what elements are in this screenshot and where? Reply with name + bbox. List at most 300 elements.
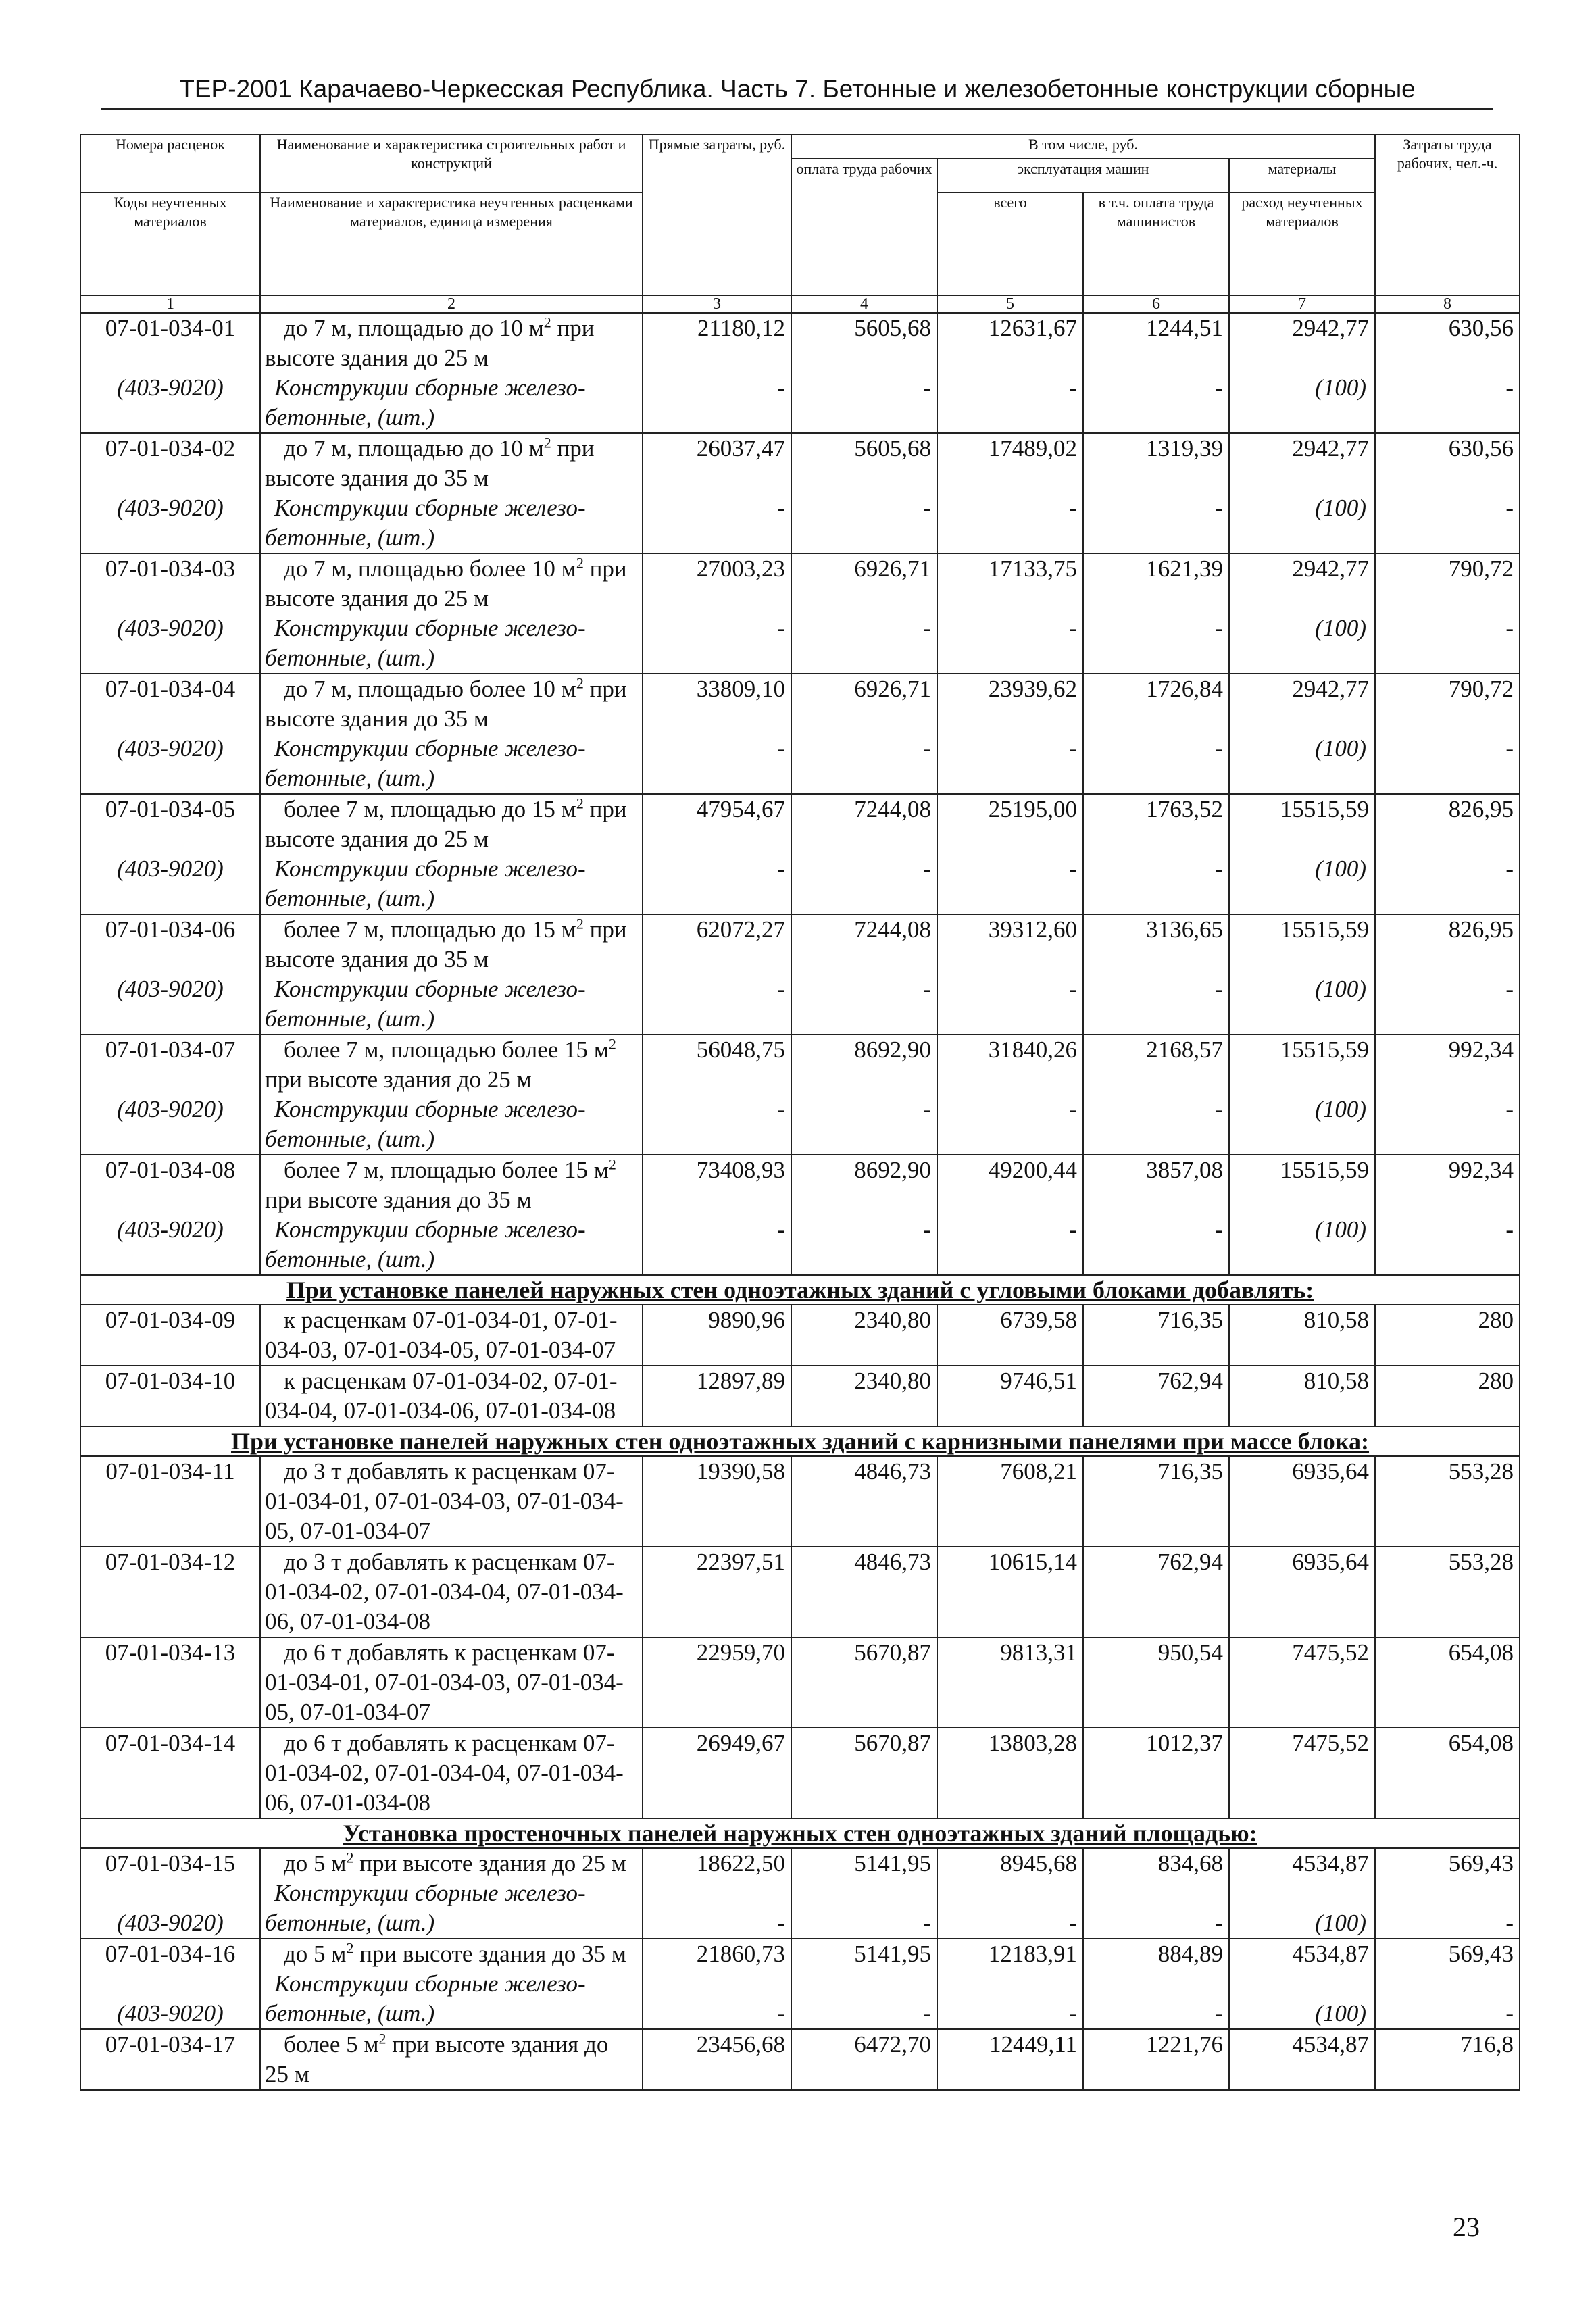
rate-code-cell — [80, 674, 260, 794]
material-direct-costs: - — [777, 2000, 785, 2026]
material-cost-cell — [1229, 1305, 1375, 1366]
material-machines-total: - — [1069, 976, 1077, 1002]
material-direct-costs: - — [777, 495, 785, 521]
column-number: 8 — [1375, 295, 1520, 313]
direct-costs: 21860,73 — [696, 1941, 785, 1967]
machinist-pay-cell — [1083, 1366, 1229, 1426]
header-labor-pay: оплата труда рабочих — [791, 159, 937, 295]
machines-total: 9813,31 — [1000, 1639, 1077, 1666]
work-name: до 6 т добавлять к расценкам 07-01-034-02, 07-01-034-04, 07-01-034-06, 07-01-034-08 — [265, 1730, 624, 1816]
material-name: Конструкции сборные железо-бетонные, (шт.) — [265, 374, 586, 430]
machines-total: 39312,60 — [988, 916, 1077, 943]
rate-code: 07-01-034-08 — [105, 1157, 236, 1183]
rate-code-cell — [80, 1547, 260, 1637]
labor-hours: 654,08 — [1448, 1730, 1514, 1756]
work-name: более 5 $м^2$ при высоте здания до 25 м — [265, 2030, 609, 2087]
machines-total: 49200,44 — [988, 1157, 1077, 1183]
machines-total-cell — [937, 1305, 1083, 1366]
material-machines-total: - — [1069, 1910, 1077, 1936]
machinist-pay-cell — [1083, 674, 1229, 794]
rate-code-cell — [80, 1366, 260, 1426]
table-row — [80, 1637, 1520, 1728]
machines-total-cell — [937, 1456, 1083, 1547]
material-machines-total: - — [1069, 495, 1077, 521]
material-machinist-pay: - — [1215, 374, 1223, 401]
rate-code-cell — [80, 1155, 260, 1275]
material-cost: 7475,52 — [1292, 1730, 1370, 1756]
material-labor-pay: - — [923, 855, 931, 882]
machinist-pay: 1244,51 — [1146, 315, 1223, 341]
column-number: 4 — [791, 295, 937, 313]
direct-costs-cell — [643, 674, 791, 794]
direct-costs-cell — [643, 1366, 791, 1426]
rate-code: 07-01-034-14 — [105, 1730, 236, 1756]
material-cost-cell — [1229, 1728, 1375, 1818]
material-labor-pay: - — [923, 495, 931, 521]
material-material-cost: (100) — [1315, 1216, 1367, 1243]
work-name-cell — [260, 1728, 643, 1818]
labor-pay: 5670,87 — [854, 1639, 931, 1666]
rate-code-cell — [80, 1305, 260, 1366]
machinist-pay-cell — [1083, 1035, 1229, 1155]
header-material-name: Наименование и характеристика неучтенных расценками материалов, единица измерения — [260, 193, 643, 295]
material-name: Конструкции сборные железо-бетонные, (шт.) — [265, 495, 586, 551]
section-heading — [80, 1275, 1520, 1305]
machines-total-cell — [937, 1155, 1083, 1275]
labor-pay: 5141,95 — [854, 1850, 931, 1876]
section-heading-text: Установка простеночных панелей наружных стен одноэтажных зданий площадью: — [343, 1820, 1257, 1847]
material-material-cost: (100) — [1315, 1096, 1367, 1122]
machinist-pay-cell — [1083, 1728, 1229, 1818]
section-heading-text: При установке панелей наружных стен одноэтажных зданий с карнизными панелями при массе блока: — [231, 1428, 1369, 1455]
material-code: (403-9020) — [117, 495, 224, 521]
direct-costs: 27003,23 — [696, 555, 785, 582]
table-row — [80, 553, 1520, 674]
work-name-cell — [260, 1456, 643, 1547]
material-cost: 15515,59 — [1280, 1037, 1370, 1063]
material-material-cost: (100) — [1315, 374, 1367, 401]
labor-hours: 992,34 — [1448, 1157, 1514, 1183]
table-row — [80, 1728, 1520, 1818]
labor-pay-cell — [791, 433, 937, 553]
labor-hours: 826,95 — [1448, 916, 1514, 943]
section-row — [80, 1818, 1520, 1848]
material-labor-hours: - — [1505, 1216, 1514, 1243]
labor-hours: 790,72 — [1448, 555, 1514, 582]
labor-hours-cell — [1375, 1547, 1520, 1637]
labor-pay: 5141,95 — [854, 1941, 931, 1967]
material-name: Конструкции сборные железо-бетонные, (шт.) — [265, 1970, 586, 2026]
machines-total-cell — [937, 794, 1083, 914]
work-name-cell — [260, 794, 643, 914]
labor-hours: 630,56 — [1448, 315, 1514, 341]
section-row — [80, 1275, 1520, 1305]
labor-pay-cell — [791, 1939, 937, 2029]
labor-hours-cell — [1375, 674, 1520, 794]
machinist-pay: 950,54 — [1157, 1639, 1223, 1666]
material-cost-cell — [1229, 2029, 1375, 2090]
work-name-cell — [260, 1155, 643, 1275]
work-name: более 7 м, площадью до 15 $м^2$ при высоте здания до 35 м — [265, 915, 627, 972]
rate-code-cell — [80, 794, 260, 914]
material-name: Конструкции сборные железо-бетонные, (шт.) — [265, 1096, 586, 1152]
material-labor-pay: - — [923, 1910, 931, 1936]
work-name-cell — [260, 1848, 643, 1939]
material-machinist-pay: - — [1215, 855, 1223, 882]
material-cost: 2942,77 — [1292, 555, 1370, 582]
work-name-cell — [260, 1547, 643, 1637]
direct-costs: 47954,67 — [696, 796, 785, 822]
machines-total-cell — [937, 1848, 1083, 1939]
labor-pay-cell — [791, 553, 937, 674]
direct-costs-cell — [643, 433, 791, 553]
page-number: 23 — [1453, 2212, 1480, 2242]
table-header — [80, 134, 1520, 295]
work-name-cell — [260, 313, 643, 433]
machinist-pay-cell — [1083, 1547, 1229, 1637]
machinist-pay: 1763,52 — [1146, 796, 1223, 822]
machines-total: 17489,02 — [988, 435, 1077, 462]
labor-hours: 569,43 — [1448, 1941, 1514, 1967]
rate-code-cell — [80, 1728, 260, 1818]
machinist-pay: 3136,65 — [1146, 916, 1223, 943]
header-labor-hours: Затраты труда рабочих, чел.-ч. — [1375, 134, 1520, 295]
material-cost-cell — [1229, 1547, 1375, 1637]
column-number: 2 — [260, 295, 643, 313]
labor-pay-cell — [791, 1305, 937, 1366]
machines-total-cell — [937, 313, 1083, 433]
material-machines-total: - — [1069, 615, 1077, 641]
table-row — [80, 1366, 1520, 1426]
labor-pay-cell — [791, 674, 937, 794]
labor-hours-cell — [1375, 1728, 1520, 1818]
material-direct-costs: - — [777, 1216, 785, 1243]
machinist-pay-cell — [1083, 1848, 1229, 1939]
work-name: до 7 м, площадью до 10 $м^2$ при высоте здания до 35 м — [265, 434, 595, 491]
work-name: до 7 м, площадью более 10 $м^2$ при высоте здания до 25 м — [265, 554, 627, 612]
direct-costs-cell — [643, 1848, 791, 1939]
material-cost-cell — [1229, 313, 1375, 433]
column-number: 6 — [1083, 295, 1229, 313]
labor-hours: 569,43 — [1448, 1850, 1514, 1876]
labor-pay: 7244,08 — [854, 916, 931, 943]
labor-hours: 716,8 — [1460, 2031, 1514, 2058]
table-row — [80, 674, 1520, 794]
table-row — [80, 1456, 1520, 1547]
rate-code: 07-01-034-15 — [105, 1850, 236, 1876]
direct-costs: 18622,50 — [696, 1850, 785, 1876]
material-cost-cell — [1229, 794, 1375, 914]
material-cost: 2942,77 — [1292, 435, 1370, 462]
direct-costs: 26949,67 — [696, 1730, 785, 1756]
direct-costs: 22397,51 — [696, 1549, 785, 1575]
material-cost-cell — [1229, 1155, 1375, 1275]
machinist-pay: 1012,37 — [1146, 1730, 1223, 1756]
material-code: (403-9020) — [117, 855, 224, 882]
work-name-cell — [260, 1305, 643, 1366]
labor-hours: 280 — [1478, 1368, 1514, 1394]
header-materials: материалы — [1229, 159, 1375, 193]
direct-costs: 21180,12 — [697, 315, 785, 341]
material-cost-cell — [1229, 1939, 1375, 2029]
labor-pay: 7244,08 — [854, 796, 931, 822]
section-heading-text: При установке панелей наружных стен одноэтажных зданий с угловыми блоками добавлять: — [286, 1276, 1314, 1303]
labor-pay-cell — [791, 1547, 937, 1637]
machines-total-cell — [937, 1366, 1083, 1426]
labor-hours: 654,08 — [1448, 1639, 1514, 1666]
table-row — [80, 1035, 1520, 1155]
machinist-pay: 1221,76 — [1146, 2031, 1223, 2058]
work-name: до 5 $м^2$ при высоте здания до 25 м — [284, 1849, 626, 1876]
machines-total: 23939,62 — [988, 676, 1077, 702]
direct-costs: 73408,93 — [696, 1157, 785, 1183]
machinist-pay-cell — [1083, 914, 1229, 1035]
material-cost-cell — [1229, 1366, 1375, 1426]
material-machines-total: - — [1069, 735, 1077, 762]
material-machinist-pay: - — [1215, 615, 1223, 641]
material-cost-cell — [1229, 433, 1375, 553]
material-cost: 4534,87 — [1292, 2031, 1370, 2058]
machines-total: 17133,75 — [988, 555, 1077, 582]
direct-costs: 19390,58 — [696, 1458, 785, 1485]
machinist-pay: 762,94 — [1157, 1368, 1223, 1394]
material-name: Конструкции сборные железо-бетонные, (шт.) — [265, 855, 586, 912]
rate-code: 07-01-034-17 — [105, 2031, 236, 2058]
material-labor-hours: - — [1505, 855, 1514, 882]
material-code: (403-9020) — [117, 2000, 224, 2026]
machines-total-cell — [937, 914, 1083, 1035]
direct-costs-cell — [643, 1728, 791, 1818]
direct-costs-cell — [643, 553, 791, 674]
labor-pay-cell — [791, 1728, 937, 1818]
material-machines-total: - — [1069, 1216, 1077, 1243]
column-number: 1 — [80, 295, 260, 313]
labor-pay-cell — [791, 1637, 937, 1728]
header-direct-costs: Прямые затраты, руб. — [643, 134, 791, 295]
labor-hours-cell — [1375, 914, 1520, 1035]
labor-pay-cell — [791, 794, 937, 914]
material-labor-hours: - — [1505, 1096, 1514, 1122]
material-code: (403-9020) — [117, 976, 224, 1002]
material-labor-hours: - — [1505, 2000, 1514, 2026]
material-material-cost: (100) — [1315, 1910, 1367, 1936]
material-labor-pay: - — [923, 615, 931, 641]
machinist-pay: 3857,08 — [1146, 1157, 1223, 1183]
labor-pay: 6926,71 — [854, 676, 931, 702]
labor-pay-cell — [791, 1366, 937, 1426]
direct-costs: 33809,10 — [696, 676, 785, 702]
machines-total: 7608,21 — [1000, 1458, 1077, 1485]
material-material-cost: (100) — [1315, 735, 1367, 762]
labor-pay: 8692,90 — [854, 1157, 931, 1183]
machinist-pay-cell — [1083, 1456, 1229, 1547]
rate-code-cell — [80, 313, 260, 433]
table-body — [80, 295, 1520, 2090]
material-cost-cell — [1229, 914, 1375, 1035]
material-material-cost: (100) — [1315, 855, 1367, 882]
work-name-cell — [260, 1366, 643, 1426]
material-name: Конструкции сборные железо-бетонные, (шт.) — [265, 1216, 586, 1272]
page-header: ТЕР-2001 Карачаево-Черкесская Республика. Часть 7. Бетонные и железобетонные конструкции сборные — [101, 70, 1493, 110]
material-material-cost: (100) — [1315, 976, 1367, 1002]
material-machines-total: - — [1069, 855, 1077, 882]
material-machinist-pay: - — [1215, 495, 1223, 521]
material-code: (403-9020) — [117, 615, 224, 641]
material-machinist-pay: - — [1215, 1216, 1223, 1243]
material-direct-costs: - — [777, 855, 785, 882]
work-name: до 7 м, площадью до 10 $м^2$ при высоте здания до 25 м — [265, 314, 595, 371]
material-name: Конструкции сборные железо-бетонные, (шт.) — [265, 735, 586, 791]
material-labor-pay: - — [923, 735, 931, 762]
machinist-pay: 1621,39 — [1146, 555, 1223, 582]
material-cost: 6935,64 — [1292, 1458, 1370, 1485]
work-name: более 7 м, площадью более 15 $м^2$ при высоте здания до 35 м — [265, 1155, 616, 1213]
direct-costs-cell — [643, 914, 791, 1035]
labor-pay-cell — [791, 313, 937, 433]
machinist-pay: 884,89 — [1157, 1941, 1223, 1967]
material-machinist-pay: - — [1215, 1910, 1223, 1936]
labor-hours: 553,28 — [1448, 1458, 1514, 1485]
machines-total-cell — [937, 2029, 1083, 2090]
direct-costs-cell — [643, 794, 791, 914]
material-machines-total: - — [1069, 2000, 1077, 2026]
work-name-cell — [260, 553, 643, 674]
material-labor-hours: - — [1505, 495, 1514, 521]
work-name: более 7 м, площадью более 15 $м^2$ при высоте здания до 25 м — [265, 1035, 616, 1093]
material-direct-costs: - — [777, 1096, 785, 1122]
machines-total-cell — [937, 1035, 1083, 1155]
material-direct-costs: - — [777, 976, 785, 1002]
column-number: 3 — [643, 295, 791, 313]
material-name: Конструкции сборные железо-бетонные, (шт.) — [265, 1880, 586, 1936]
table-row — [80, 1155, 1520, 1275]
labor-hours-cell — [1375, 1035, 1520, 1155]
material-cost: 2942,77 — [1292, 676, 1370, 702]
material-cost-cell — [1229, 1456, 1375, 1547]
material-labor-hours: - — [1505, 374, 1514, 401]
labor-hours: 992,34 — [1448, 1037, 1514, 1063]
rate-code: 07-01-034-06 — [105, 916, 236, 943]
work-name-cell — [260, 674, 643, 794]
labor-pay: 2340,80 — [854, 1307, 931, 1333]
machinist-pay-cell — [1083, 553, 1229, 674]
labor-hours-cell — [1375, 1456, 1520, 1547]
material-direct-costs: - — [777, 1910, 785, 1936]
header-machines: эксплуатация машин — [937, 159, 1229, 193]
labor-pay: 2340,80 — [854, 1368, 931, 1394]
labor-pay-cell — [791, 1155, 937, 1275]
machines-total: 6739,58 — [1000, 1307, 1077, 1333]
rate-code-cell — [80, 1637, 260, 1728]
machines-total-cell — [937, 1547, 1083, 1637]
header-material-codes: Коды неучтенных материалов — [80, 193, 260, 295]
labor-pay: 4846,73 — [854, 1458, 931, 1485]
machines-total: 12183,91 — [988, 1941, 1077, 1967]
rate-code: 07-01-034-16 — [105, 1941, 236, 1967]
labor-hours-cell — [1375, 1305, 1520, 1366]
machines-total-cell — [937, 553, 1083, 674]
material-machinist-pay: - — [1215, 2000, 1223, 2026]
material-cost: 15515,59 — [1280, 1157, 1370, 1183]
work-name-cell — [260, 1939, 643, 2029]
material-material-cost: (100) — [1315, 2000, 1367, 2026]
labor-hours-cell — [1375, 794, 1520, 914]
material-material-cost: (100) — [1315, 495, 1367, 521]
table-row — [80, 1305, 1520, 1366]
rate-code: 07-01-034-12 — [105, 1549, 236, 1575]
rate-code-cell — [80, 1848, 260, 1939]
rate-code: 07-01-034-01 — [105, 315, 236, 341]
labor-hours-cell — [1375, 1939, 1520, 2029]
material-direct-costs: - — [777, 615, 785, 641]
table-row — [80, 313, 1520, 433]
section-heading — [80, 1818, 1520, 1848]
material-cost: 4534,87 — [1292, 1850, 1370, 1876]
table-row — [80, 2029, 1520, 2090]
header-including: В том числе, руб. — [791, 134, 1375, 159]
material-labor-pay: - — [923, 1216, 931, 1243]
material-cost: 6935,64 — [1292, 1549, 1370, 1575]
material-name: Конструкции сборные железо-бетонные, (шт.) — [265, 976, 586, 1032]
material-labor-pay: - — [923, 374, 931, 401]
material-cost: 7475,52 — [1292, 1639, 1370, 1666]
machines-total: 9746,51 — [1000, 1368, 1077, 1394]
rate-code-cell — [80, 553, 260, 674]
material-cost-cell — [1229, 1637, 1375, 1728]
work-name: до 7 м, площадью более 10 $м^2$ при высоте здания до 35 м — [265, 674, 627, 732]
material-code: (403-9020) — [117, 1216, 224, 1243]
material-direct-costs: - — [777, 735, 785, 762]
machines-total-cell — [937, 1939, 1083, 2029]
material-machinist-pay: - — [1215, 1096, 1223, 1122]
rate-code: 07-01-034-10 — [105, 1368, 236, 1394]
column-number: 5 — [937, 295, 1083, 313]
rate-code: 07-01-034-13 — [105, 1639, 236, 1666]
material-cost: 15515,59 — [1280, 916, 1370, 943]
direct-costs-cell — [643, 1035, 791, 1155]
direct-costs-cell — [643, 313, 791, 433]
material-labor-hours: - — [1505, 1910, 1514, 1936]
labor-pay: 6472,70 — [854, 2031, 931, 2058]
labor-pay-cell — [791, 1848, 937, 1939]
work-name-cell — [260, 914, 643, 1035]
labor-hours-cell — [1375, 313, 1520, 433]
material-cost: 810,58 — [1303, 1307, 1370, 1333]
work-name: к расценкам 07-01-034-02, 07-01-034-04, 07-01-034-06, 07-01-034-08 — [265, 1368, 618, 1424]
work-name: до 3 т добавлять к расценкам 07-01-034-01, 07-01-034-03, 07-01-034-05, 07-01-034-07 — [265, 1458, 624, 1544]
rate-code: 07-01-034-02 — [105, 435, 236, 462]
material-machines-total: - — [1069, 1096, 1077, 1122]
labor-hours-cell — [1375, 1637, 1520, 1728]
rate-code-cell — [80, 1456, 260, 1547]
direct-costs-cell — [643, 1637, 791, 1728]
material-code: (403-9020) — [117, 1910, 224, 1936]
material-cost: 15515,59 — [1280, 796, 1370, 822]
labor-pay: 5605,68 — [854, 315, 931, 341]
rate-code-cell — [80, 433, 260, 553]
rate-code-cell — [80, 2029, 260, 2090]
labor-hours-cell — [1375, 2029, 1520, 2090]
work-name: до 6 т добавлять к расценкам 07-01-034-01, 07-01-034-03, 07-01-034-05, 07-01-034-07 — [265, 1639, 624, 1725]
machines-total: 10615,14 — [988, 1549, 1077, 1575]
table-row — [80, 1939, 1520, 2029]
labor-pay: 5670,87 — [854, 1730, 931, 1756]
direct-costs-cell — [643, 1155, 791, 1275]
rate-code: 07-01-034-07 — [105, 1037, 236, 1063]
rates-table — [80, 134, 1520, 2091]
labor-hours-cell — [1375, 1848, 1520, 1939]
column-numbers-row — [80, 295, 1520, 313]
